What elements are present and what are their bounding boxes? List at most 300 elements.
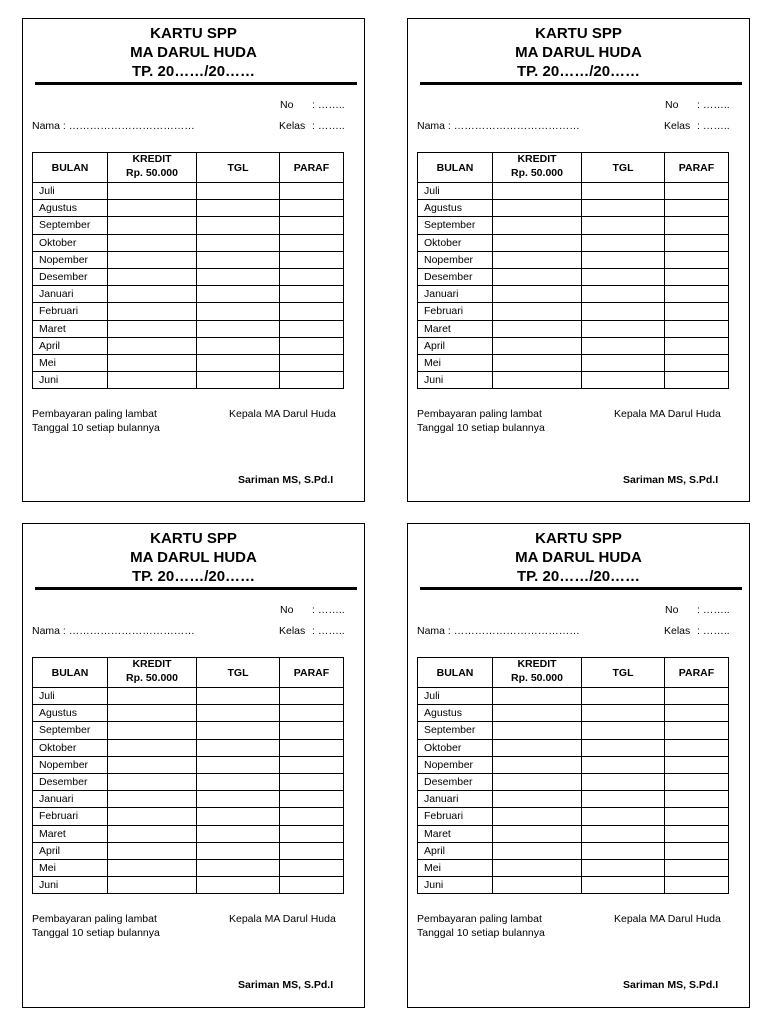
tgl-cell <box>582 825 665 842</box>
kredit-cell <box>108 234 197 251</box>
table-row <box>33 808 344 825</box>
kredit-cell <box>108 372 197 389</box>
header-kredit-amount: Rp. 50.000 <box>511 166 563 179</box>
header-kredit-amount: Rp. 50.000 <box>126 166 178 179</box>
table-row <box>33 268 344 285</box>
kredit-cell <box>493 354 582 371</box>
payment-note: Pembayaran paling lambat <box>32 913 157 925</box>
header-kredit-amount: Rp. 50.000 <box>511 671 563 684</box>
kredit-cell <box>493 739 582 756</box>
tgl-cell <box>197 251 280 268</box>
table-row <box>33 756 344 773</box>
spp-card <box>407 523 750 1008</box>
month-cell: April <box>418 337 493 354</box>
table-row <box>418 722 729 739</box>
paraf-cell <box>280 372 344 389</box>
tgl-cell <box>197 756 280 773</box>
header-kredit <box>108 153 197 183</box>
kredit-cell <box>108 354 197 371</box>
tgl-cell <box>197 200 280 217</box>
table-row <box>33 234 344 251</box>
month-cell: Juni <box>33 877 108 894</box>
paraf-cell <box>665 268 729 285</box>
no-label: No <box>280 99 294 111</box>
header-kredit <box>493 153 582 183</box>
tgl-cell <box>197 808 280 825</box>
tgl-cell <box>582 773 665 790</box>
paraf-cell <box>665 303 729 320</box>
table-row <box>33 877 344 894</box>
kredit-cell <box>493 808 582 825</box>
header-row <box>33 153 344 183</box>
tgl-cell <box>197 859 280 876</box>
month-cell: April <box>418 842 493 859</box>
month-cell: Oktober <box>418 739 493 756</box>
kredit-cell <box>108 773 197 790</box>
no-value: : …….. <box>697 99 730 111</box>
nama-field: Nama : ……………………………… <box>417 120 580 132</box>
kelas-value: : …….. <box>312 625 345 637</box>
header-bulan: BULAN <box>418 153 493 183</box>
paraf-cell <box>280 842 344 859</box>
paraf-cell <box>280 234 344 251</box>
month-cell: September <box>33 217 108 234</box>
kredit-cell <box>493 825 582 842</box>
kredit-cell <box>108 217 197 234</box>
tgl-cell <box>582 320 665 337</box>
tgl-cell <box>197 722 280 739</box>
header-kredit-label: KREDIT <box>517 657 557 670</box>
table-row <box>33 825 344 842</box>
paraf-cell <box>280 722 344 739</box>
payment-table <box>417 657 729 894</box>
tgl-cell <box>582 337 665 354</box>
kredit-cell <box>108 251 197 268</box>
kredit-cell <box>108 825 197 842</box>
payment-note-deadline: Tanggal 10 setiap bulannya <box>32 422 160 434</box>
table-row <box>33 705 344 722</box>
header-kredit-amount: Rp. 50.000 <box>126 671 178 684</box>
month-cell: Desember <box>418 268 493 285</box>
table-row <box>33 303 344 320</box>
table-body <box>418 183 729 389</box>
table-row <box>33 200 344 217</box>
paraf-cell <box>665 705 729 722</box>
table-header <box>418 153 729 183</box>
signer-name: Sariman MS, S.Pd.I <box>623 979 719 991</box>
month-cell: Februari <box>33 808 108 825</box>
paraf-cell <box>280 791 344 808</box>
table-row <box>418 688 729 705</box>
header-bulan: BULAN <box>33 153 108 183</box>
table-row <box>418 303 729 320</box>
signer-title: Kepala MA Darul Huda <box>614 408 721 420</box>
month-cell: September <box>33 722 108 739</box>
kredit-cell <box>108 200 197 217</box>
month-cell: Nopember <box>418 251 493 268</box>
tgl-cell <box>197 842 280 859</box>
header-kredit-label: KREDIT <box>517 152 557 165</box>
kredit-cell <box>108 320 197 337</box>
month-cell: Desember <box>418 773 493 790</box>
header-kredit <box>493 658 582 688</box>
paraf-cell <box>665 354 729 371</box>
card-title: KARTU SPP <box>150 530 237 547</box>
paraf-cell <box>665 773 729 790</box>
table-row <box>33 217 344 234</box>
payment-table <box>417 152 729 389</box>
table-row <box>418 842 729 859</box>
month-cell: Maret <box>418 825 493 842</box>
kredit-cell <box>493 303 582 320</box>
table-row <box>418 337 729 354</box>
card-title: KARTU SPP <box>535 530 622 547</box>
month-cell: Januari <box>418 791 493 808</box>
kredit-cell <box>108 791 197 808</box>
kredit-cell <box>493 286 582 303</box>
tgl-cell <box>582 251 665 268</box>
kredit-cell <box>108 877 197 894</box>
kredit-cell <box>108 688 197 705</box>
table-header <box>33 153 344 183</box>
title-divider <box>420 82 742 85</box>
paraf-cell <box>280 200 344 217</box>
paraf-cell <box>665 842 729 859</box>
paraf-cell <box>665 877 729 894</box>
kredit-cell <box>108 337 197 354</box>
table-row <box>418 825 729 842</box>
kredit-cell <box>108 722 197 739</box>
month-cell: Juni <box>418 877 493 894</box>
signer-title: Kepala MA Darul Huda <box>229 408 336 420</box>
table-row <box>33 739 344 756</box>
tgl-cell <box>197 337 280 354</box>
nama-field: Nama : ……………………………… <box>32 120 195 132</box>
table-row <box>418 286 729 303</box>
paraf-cell <box>665 688 729 705</box>
kelas-label: Kelas <box>279 120 306 132</box>
table-row <box>418 354 729 371</box>
kredit-cell <box>493 251 582 268</box>
paraf-cell <box>665 808 729 825</box>
tgl-cell <box>582 234 665 251</box>
paraf-cell <box>665 320 729 337</box>
month-cell: April <box>33 842 108 859</box>
kredit-cell <box>493 217 582 234</box>
paraf-cell <box>280 808 344 825</box>
payment-note-deadline: Tanggal 10 setiap bulannya <box>32 927 160 939</box>
month-cell: Agustus <box>418 200 493 217</box>
month-cell: Maret <box>33 825 108 842</box>
paraf-cell <box>280 354 344 371</box>
table-row <box>33 286 344 303</box>
card-title: KARTU SPP <box>535 25 622 42</box>
paraf-cell <box>665 251 729 268</box>
kelas-value: : …….. <box>312 120 345 132</box>
tgl-cell <box>197 688 280 705</box>
month-cell: Agustus <box>418 705 493 722</box>
month-cell: Juni <box>33 372 108 389</box>
month-cell: September <box>418 722 493 739</box>
kelas-label: Kelas <box>279 625 306 637</box>
tgl-cell <box>582 286 665 303</box>
month-cell: Januari <box>418 286 493 303</box>
header-row <box>33 658 344 688</box>
paraf-cell <box>280 320 344 337</box>
month-cell: Oktober <box>418 234 493 251</box>
header-paraf: PARAF <box>665 153 729 183</box>
paraf-cell <box>665 756 729 773</box>
paraf-cell <box>665 183 729 200</box>
tgl-cell <box>582 808 665 825</box>
paraf-cell <box>280 859 344 876</box>
tgl-cell <box>582 183 665 200</box>
paraf-cell <box>665 372 729 389</box>
tgl-cell <box>582 372 665 389</box>
paraf-cell <box>280 337 344 354</box>
tgl-cell <box>197 773 280 790</box>
tgl-cell <box>582 688 665 705</box>
tgl-cell <box>197 320 280 337</box>
no-value: : …….. <box>312 604 345 616</box>
academic-year: TP. 20……/20…… <box>131 63 256 80</box>
paraf-cell <box>665 337 729 354</box>
kelas-label: Kelas <box>664 120 691 132</box>
table-row <box>33 859 344 876</box>
table-row <box>33 842 344 859</box>
tgl-cell <box>197 234 280 251</box>
table-row <box>418 808 729 825</box>
card-title: KARTU SPP <box>150 25 237 42</box>
no-label: No <box>665 604 679 616</box>
title-divider <box>35 587 357 590</box>
month-cell: Oktober <box>33 739 108 756</box>
kelas-value: : …….. <box>697 120 730 132</box>
table-row <box>33 791 344 808</box>
spp-card <box>22 18 365 502</box>
table-row <box>418 705 729 722</box>
kredit-cell <box>493 859 582 876</box>
table-header <box>33 658 344 688</box>
month-cell: Juli <box>33 183 108 200</box>
kredit-cell <box>108 739 197 756</box>
payment-note-deadline: Tanggal 10 setiap bulannya <box>417 422 545 434</box>
month-cell: Februari <box>418 808 493 825</box>
table-row <box>33 251 344 268</box>
month-cell: Desember <box>33 268 108 285</box>
month-cell: Mei <box>33 354 108 371</box>
academic-year: TP. 20……/20…… <box>516 568 641 585</box>
paraf-cell <box>665 286 729 303</box>
tgl-cell <box>197 303 280 320</box>
header-kredit-label: KREDIT <box>132 657 172 670</box>
header-tgl: TGL <box>582 658 665 688</box>
tgl-cell <box>197 354 280 371</box>
month-cell: Oktober <box>33 234 108 251</box>
month-cell: September <box>418 217 493 234</box>
no-label: No <box>665 99 679 111</box>
month-cell: Desember <box>33 773 108 790</box>
table-row <box>418 773 729 790</box>
kredit-cell <box>493 372 582 389</box>
tgl-cell <box>582 722 665 739</box>
kredit-cell <box>108 859 197 876</box>
kredit-cell <box>493 320 582 337</box>
payment-table <box>32 657 344 894</box>
kredit-cell <box>493 200 582 217</box>
payment-note-deadline: Tanggal 10 setiap bulannya <box>417 927 545 939</box>
title-divider <box>35 82 357 85</box>
kredit-cell <box>108 756 197 773</box>
table-row <box>33 372 344 389</box>
paraf-cell <box>280 739 344 756</box>
table-row <box>33 688 344 705</box>
month-cell: Mei <box>418 354 493 371</box>
table-row <box>418 217 729 234</box>
table-row <box>418 251 729 268</box>
month-cell: Agustus <box>33 705 108 722</box>
paraf-cell <box>280 825 344 842</box>
kredit-cell <box>108 183 197 200</box>
month-cell: Mei <box>33 859 108 876</box>
payment-note: Pembayaran paling lambat <box>417 913 542 925</box>
no-value: : …….. <box>312 99 345 111</box>
month-cell: Januari <box>33 286 108 303</box>
paraf-cell <box>665 234 729 251</box>
tgl-cell <box>582 756 665 773</box>
paraf-cell <box>280 183 344 200</box>
kredit-cell <box>493 688 582 705</box>
tgl-cell <box>197 791 280 808</box>
spp-card <box>22 523 365 1008</box>
kredit-cell <box>493 337 582 354</box>
month-cell: Juli <box>418 688 493 705</box>
kredit-cell <box>493 756 582 773</box>
nama-field: Nama : ……………………………… <box>32 625 195 637</box>
kredit-cell <box>493 791 582 808</box>
kredit-cell <box>108 705 197 722</box>
kredit-cell <box>493 877 582 894</box>
nama-field: Nama : ……………………………… <box>417 625 580 637</box>
paraf-cell <box>280 773 344 790</box>
kredit-cell <box>493 773 582 790</box>
paraf-cell <box>665 217 729 234</box>
kredit-cell <box>493 722 582 739</box>
header-paraf: PARAF <box>280 658 344 688</box>
table-row <box>418 200 729 217</box>
header-row <box>418 153 729 183</box>
month-cell: Nopember <box>33 251 108 268</box>
month-cell: April <box>33 337 108 354</box>
spp-card <box>407 18 750 502</box>
tgl-cell <box>197 268 280 285</box>
school-name: MA DARUL HUDA <box>130 44 257 61</box>
table-row <box>33 773 344 790</box>
table-row <box>33 337 344 354</box>
tgl-cell <box>582 791 665 808</box>
tgl-cell <box>582 842 665 859</box>
kredit-cell <box>493 842 582 859</box>
tgl-cell <box>197 183 280 200</box>
payment-note: Pembayaran paling lambat <box>417 408 542 420</box>
header-row <box>418 658 729 688</box>
table-row <box>33 354 344 371</box>
tgl-cell <box>197 217 280 234</box>
table-row <box>418 859 729 876</box>
title-divider <box>420 587 742 590</box>
table-row <box>418 791 729 808</box>
kredit-cell <box>108 303 197 320</box>
table-row <box>33 722 344 739</box>
paraf-cell <box>280 303 344 320</box>
academic-year: TP. 20……/20…… <box>516 63 641 80</box>
month-cell: Agustus <box>33 200 108 217</box>
header-kredit <box>108 658 197 688</box>
kelas-label: Kelas <box>664 625 691 637</box>
paraf-cell <box>665 859 729 876</box>
month-cell: Nopember <box>418 756 493 773</box>
kredit-cell <box>108 268 197 285</box>
month-cell: Januari <box>33 791 108 808</box>
signer-name: Sariman MS, S.Pd.I <box>623 474 719 486</box>
table-row <box>33 320 344 337</box>
tgl-cell <box>197 877 280 894</box>
no-value: : …….. <box>697 604 730 616</box>
tgl-cell <box>197 825 280 842</box>
paraf-cell <box>280 688 344 705</box>
header-tgl: TGL <box>582 153 665 183</box>
paraf-cell <box>665 200 729 217</box>
header-paraf: PARAF <box>665 658 729 688</box>
signer-name: Sariman MS, S.Pd.I <box>238 474 334 486</box>
paraf-cell <box>280 877 344 894</box>
table-row <box>418 234 729 251</box>
academic-year: TP. 20……/20…… <box>131 568 256 585</box>
tgl-cell <box>582 200 665 217</box>
header-tgl: TGL <box>197 153 280 183</box>
table-body <box>33 183 344 389</box>
kredit-cell <box>493 268 582 285</box>
kredit-cell <box>493 183 582 200</box>
tgl-cell <box>582 859 665 876</box>
tgl-cell <box>582 705 665 722</box>
school-name: MA DARUL HUDA <box>130 549 257 566</box>
table-row <box>33 183 344 200</box>
month-cell: Maret <box>418 320 493 337</box>
kredit-cell <box>493 705 582 722</box>
tgl-cell <box>197 372 280 389</box>
month-cell: Nopember <box>33 756 108 773</box>
payment-note: Pembayaran paling lambat <box>32 408 157 420</box>
tgl-cell <box>582 268 665 285</box>
table-row <box>418 183 729 200</box>
header-bulan: BULAN <box>33 658 108 688</box>
signer-name: Sariman MS, S.Pd.I <box>238 979 334 991</box>
month-cell: Mei <box>418 859 493 876</box>
paraf-cell <box>280 705 344 722</box>
table-body <box>418 688 729 894</box>
header-tgl: TGL <box>197 658 280 688</box>
table-row <box>418 756 729 773</box>
table-row <box>418 739 729 756</box>
kredit-cell <box>493 234 582 251</box>
no-label: No <box>280 604 294 616</box>
kredit-cell <box>108 808 197 825</box>
table-row <box>418 877 729 894</box>
signer-title: Kepala MA Darul Huda <box>614 913 721 925</box>
tgl-cell <box>582 877 665 894</box>
school-name: MA DARUL HUDA <box>515 549 642 566</box>
